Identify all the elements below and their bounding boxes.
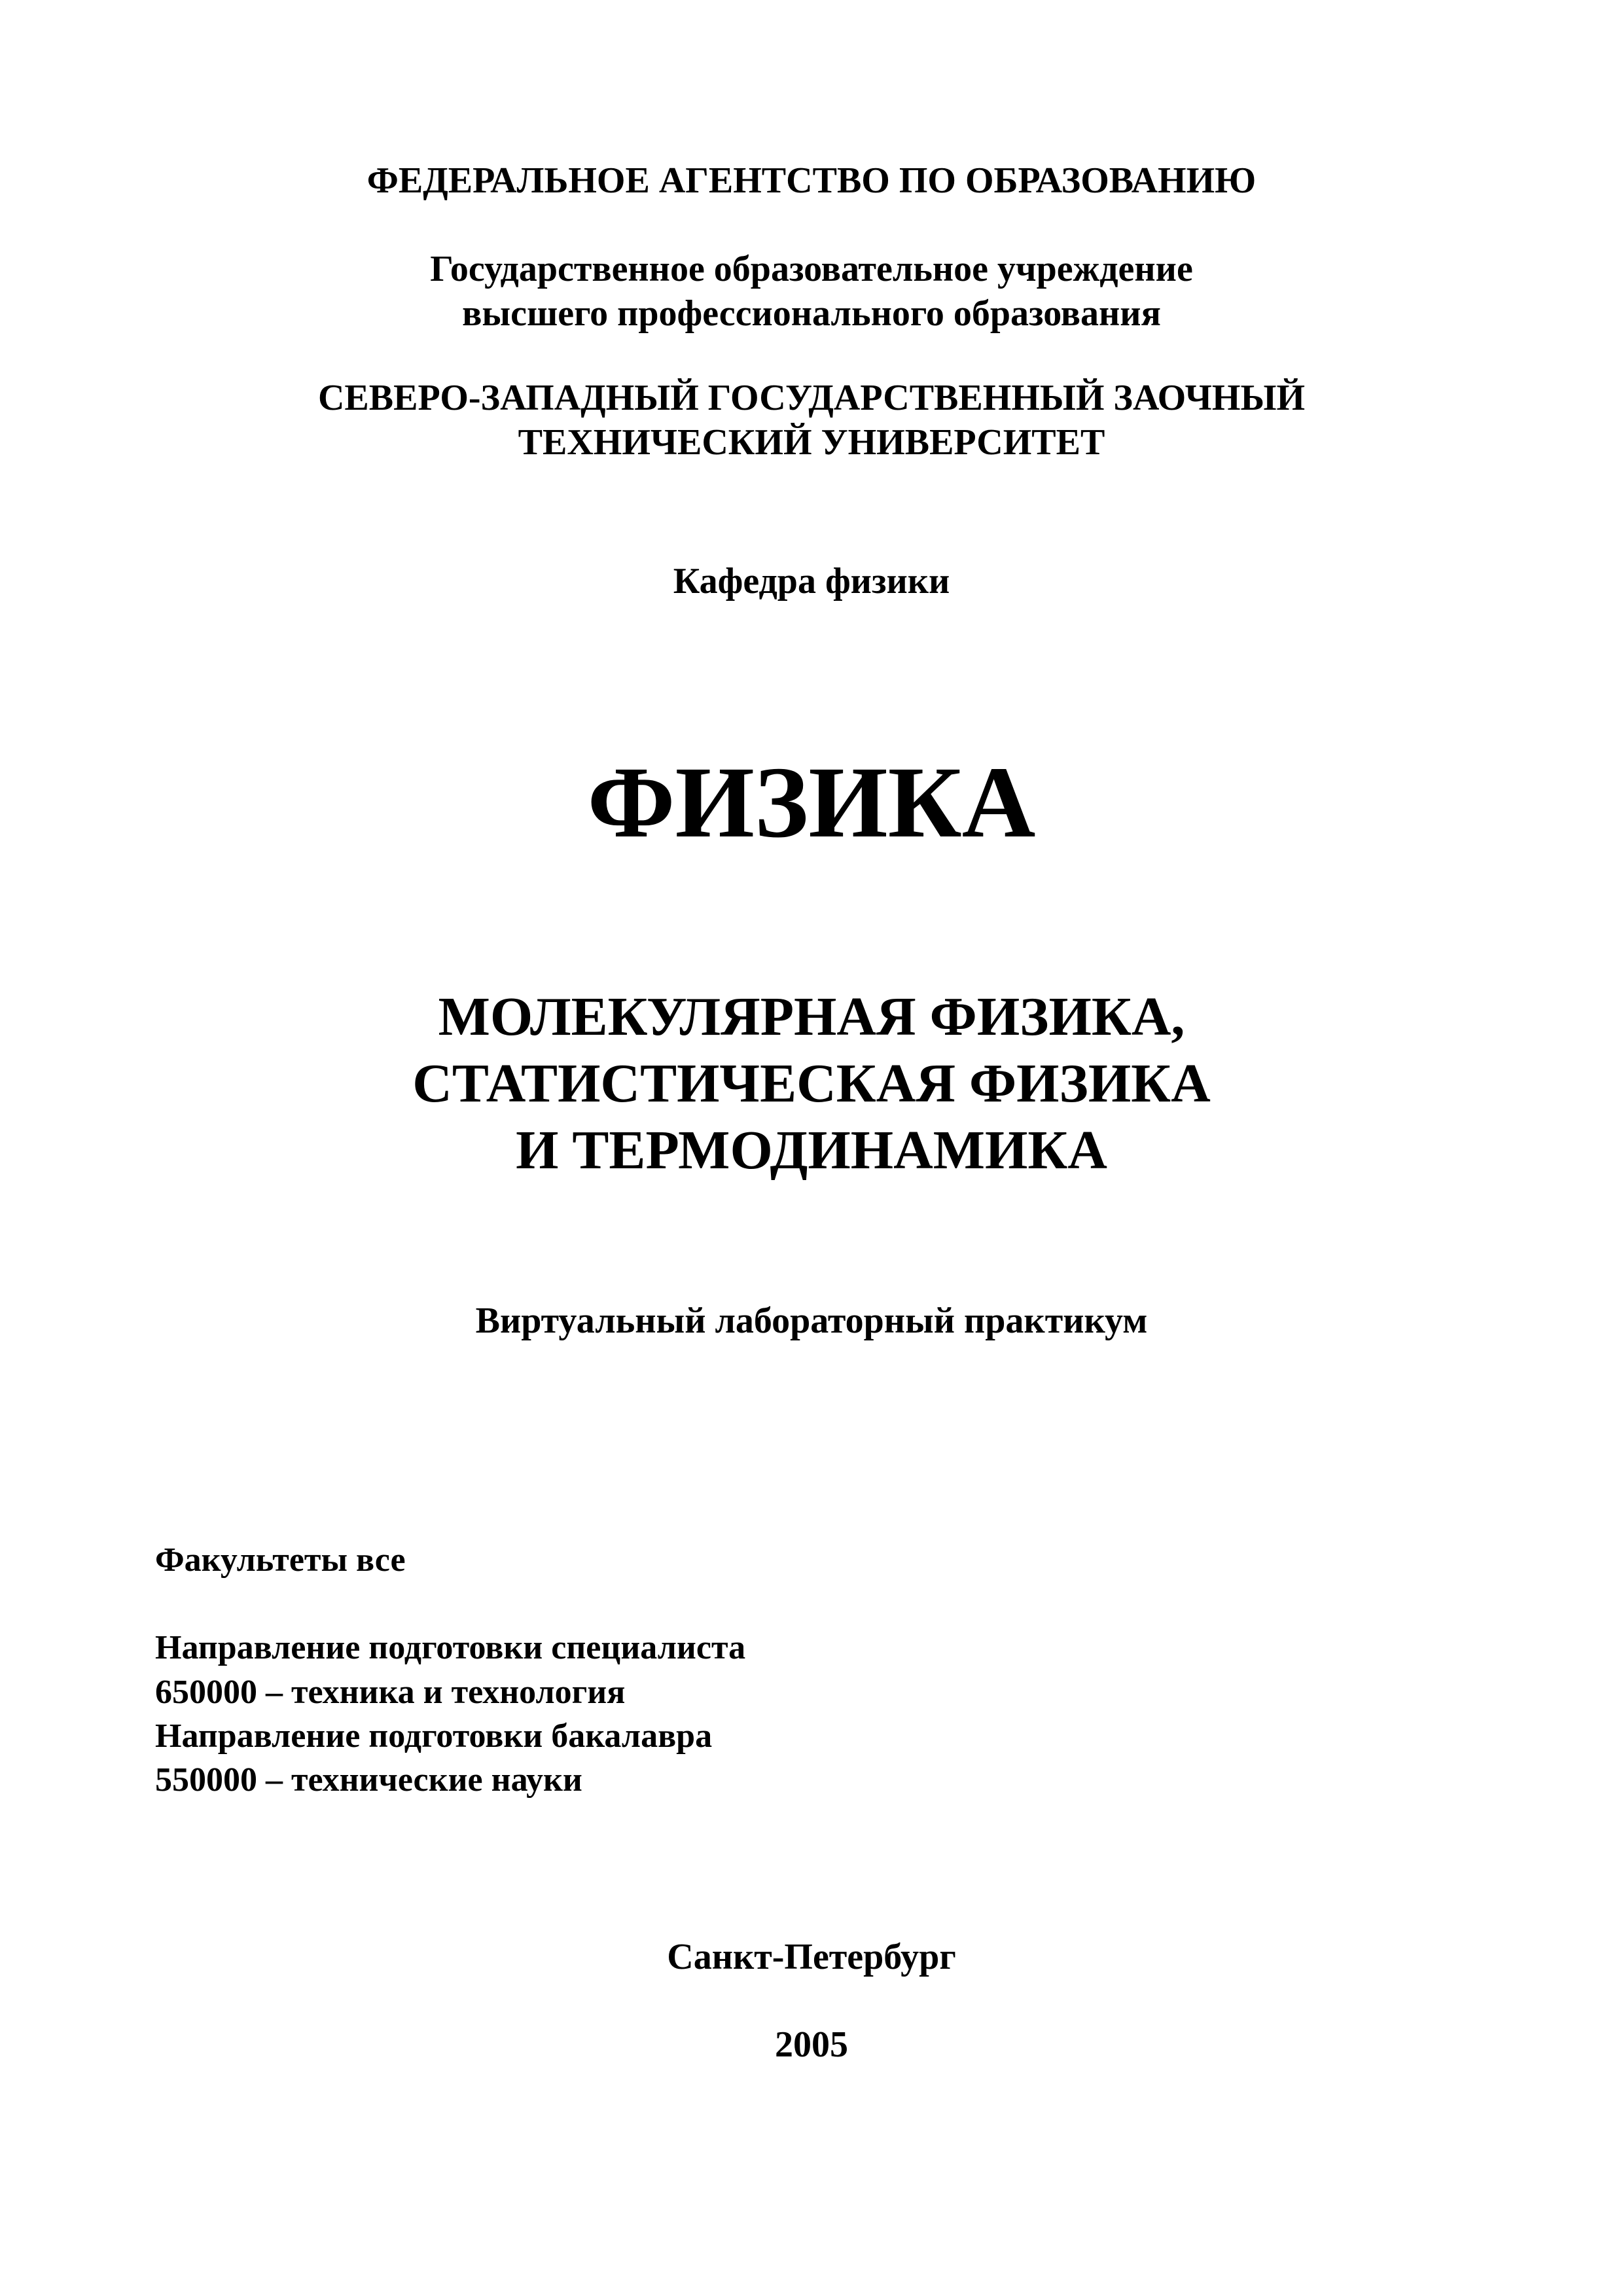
bachelor-code: 550000 – технические науки — [155, 1761, 582, 1799]
subtitle-line2: СТАТИСТИЧЕСКАЯ ФИЗИКА — [412, 1053, 1211, 1114]
specialist-direction: Направление подготовки специалиста — [155, 1629, 746, 1666]
city: Санкт-Петербург — [667, 1937, 956, 1977]
department-name: Кафедра физики — [673, 561, 950, 601]
year: 2005 — [775, 2024, 848, 2065]
document-title: ФИЗИКА — [587, 745, 1036, 859]
university-name-line2: ТЕХНИЧЕСКИЙ УНИВЕРСИТЕТ — [518, 422, 1105, 463]
institution-type-line1: Государственное образовательное учреждение — [430, 249, 1193, 289]
institution-type-line2: высшего профессионального образования — [462, 293, 1161, 334]
subtitle-line3: И ТЕРМОДИНАМИКА — [516, 1120, 1107, 1181]
faculties: Факультеты все — [155, 1541, 406, 1579]
agency-name: ФЕДЕРАЛЬНОЕ АГЕНТСТВО ПО ОБРАЗОВАНИЮ — [366, 160, 1257, 201]
work-type: Виртуальный лабораторный практикум — [475, 1300, 1148, 1341]
specialist-code: 650000 – техника и технология — [155, 1674, 626, 1711]
subtitle-line1: МОЛЕКУЛЯРНАЯ ФИЗИКА, — [438, 986, 1185, 1047]
university-name-line1: СЕВЕРО-ЗАПАДНЫЙ ГОСУДАРСТВЕННЫЙ ЗАОЧНЫЙ — [317, 378, 1306, 418]
bachelor-direction: Направление подготовки бакалавра — [155, 1717, 713, 1755]
